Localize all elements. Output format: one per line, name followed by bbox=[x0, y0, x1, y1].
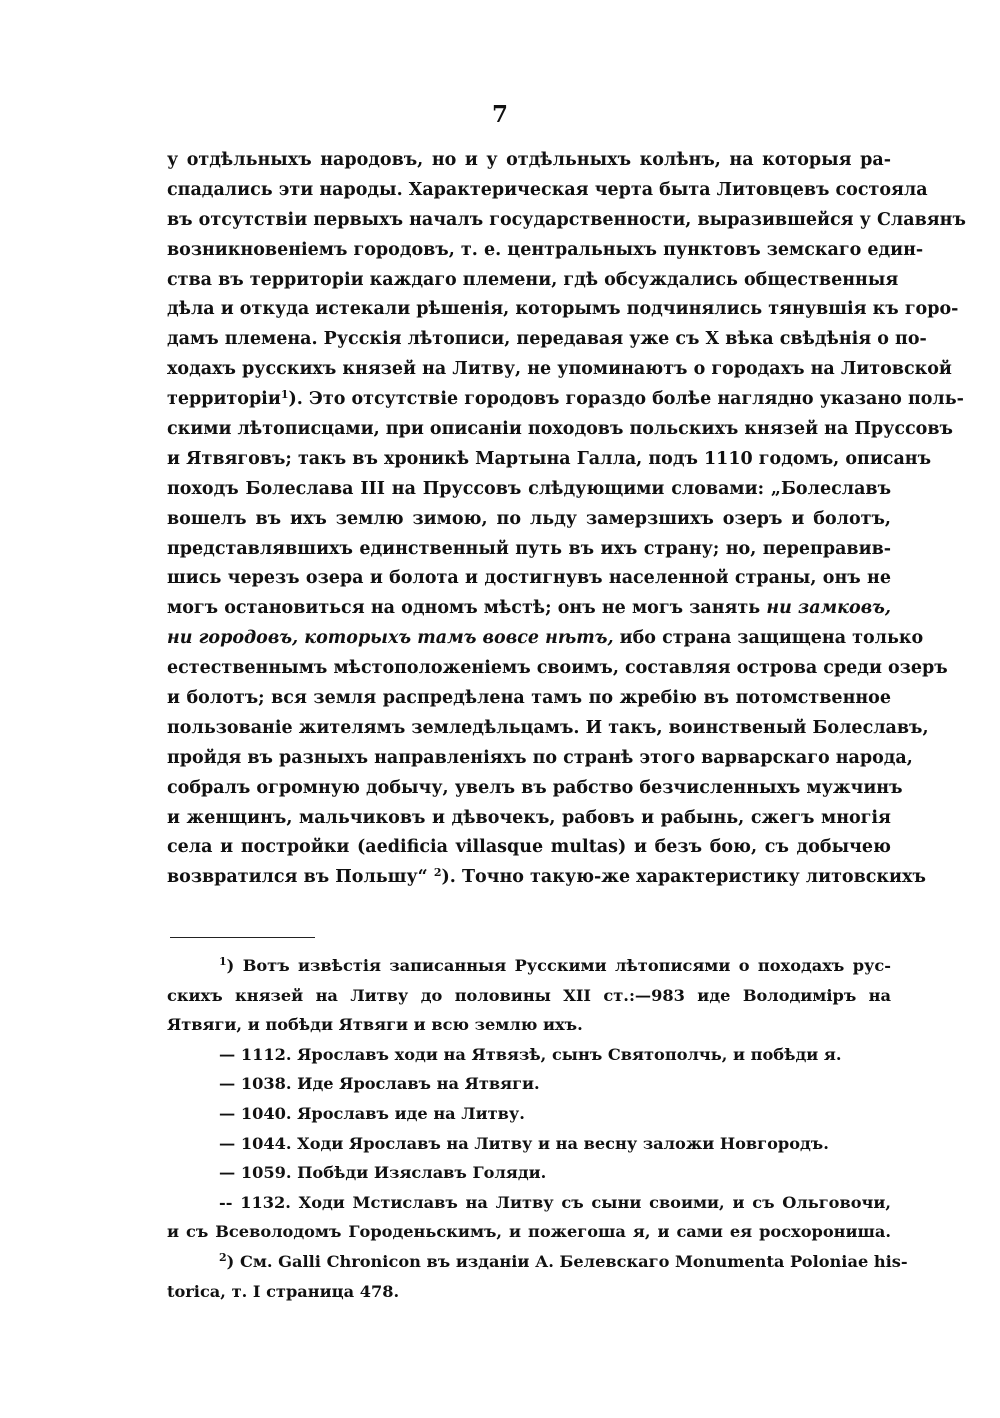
footnote-line: — 1059. Побѣди Изяславъ Голяди. bbox=[219, 1163, 547, 1183]
body-line: и женщинъ, мальчиковъ и дѣвочекъ, рабовъ и рабынь, сжегъ многія bbox=[167, 807, 891, 828]
footnote-line: — 1044. Ходи Ярославъ на Литву и на весну заложи Новгородъ. bbox=[219, 1133, 829, 1153]
body-line: села и постройки (aedificia villasque multas) и безъ бою, съ добычею bbox=[167, 837, 891, 858]
text-run: возвратился въ Польшу“ bbox=[167, 867, 434, 888]
footnotes bbox=[167, 951, 908, 1306]
italic-text-run: ни городовъ, которыхъ тамъ вовсе нѣтъ, bbox=[167, 628, 614, 649]
text-run: территоріи bbox=[167, 389, 281, 410]
footnote-line: — 1040. Ярославъ иде на Литву. bbox=[219, 1103, 525, 1123]
body-line: спадались эти народы. Характерическая черта быта Литовцевъ состояла bbox=[167, 179, 928, 200]
footnote-line bbox=[167, 1010, 891, 1040]
body-line: въ отсутствіи первыхъ началъ государственности, выразившейся у Славянъ bbox=[167, 209, 966, 230]
body-text bbox=[167, 146, 966, 893]
footnote-number: 1 bbox=[219, 955, 227, 968]
footnote-text: скихъ князей на Литву до половины XII ст.:—983 иде Володиміръ на bbox=[167, 985, 891, 1005]
body-line: и Ятвяговъ; такъ въ хроникѣ Мартына Галла, подъ 1110 годомъ, описанъ bbox=[167, 448, 932, 469]
text-run: ибо страна защищена только bbox=[613, 628, 924, 649]
body-line: собралъ огромную добычу, увелъ въ рабство безчисленныхъ мужчинъ bbox=[167, 777, 903, 798]
body-line: дѣла и откуда истекали рѣшенія, которымъ подчинялись тянувшія къ горо- bbox=[167, 299, 959, 320]
footnote-text: Ятвяги, и побѣди Ятвяги и всю землю ихъ. bbox=[167, 1015, 583, 1035]
body-line: ства въ территоріи каждаго племени, гдѣ обсуждались общественныя bbox=[167, 269, 899, 290]
body-line: вошелъ въ ихъ землю зимою, по льду замерзшихъ озеръ и болотъ, bbox=[167, 508, 891, 529]
footnote-line bbox=[167, 1247, 908, 1277]
body-line: представлявшихъ единственный путь въ ихъ страну; но, переправив- bbox=[167, 538, 891, 559]
body-line: скими лѣтописцами, при описаніи походовъ польскихъ князей на Пруссовъ bbox=[167, 419, 953, 440]
body-line: пользованіе жителямъ земледѣльцамъ. И такъ, воинственый Болеславъ, bbox=[167, 717, 929, 738]
footnote-line: -- 1132. Ходи Мстиславъ на Литву съ сыни своими, и съ Ольговочи, bbox=[219, 1192, 891, 1212]
text-run: ). Это отсутствіе городовъ гораздо болѣе наглядно указано поль- bbox=[288, 389, 964, 410]
body-line: естественнымъ мѣстоположеніемъ своимъ, составляя острова среди озеръ bbox=[167, 658, 948, 679]
body-line: у отдѣльныхъ народовъ, но и у отдѣльныхъ колѣнъ, на которыя ра- bbox=[167, 150, 891, 170]
footnote-line: — 1112. Ярославъ ходи на Ятвязѣ, сынъ Святополчь, и побѣди я. bbox=[219, 1044, 842, 1064]
body-line: пройдя въ разныхъ направленіяхъ по странѣ этого варварскаго народа, bbox=[167, 747, 913, 768]
body-line bbox=[167, 385, 964, 415]
footnote-marker: 2 bbox=[433, 866, 442, 880]
page-number: 7 bbox=[491, 101, 508, 128]
body-line bbox=[167, 624, 924, 654]
italic-text-run: ни замковъ, bbox=[766, 598, 891, 619]
body-line: ходахъ русскихъ князей на Литву, не упоминаютъ о городахъ на Литовской bbox=[167, 359, 952, 380]
body-line: возникновеніемъ городовъ, т. е. центральныхъ пунктовъ земскаго един- bbox=[167, 239, 924, 260]
body-line: и болотъ; вся земля распредѣлена тамъ по жребію въ потомственное bbox=[167, 688, 891, 709]
footnote-divider bbox=[170, 937, 315, 938]
footnote-text: ) См. Galli Chronicon въ изданіи А. Белевскаго Monumenta Poloniae his- bbox=[226, 1251, 908, 1271]
footnote-line bbox=[167, 981, 891, 1011]
footnote-text: torica, т. I страница 478. bbox=[167, 1281, 400, 1301]
body-line: дамъ племена. Русскія лѣтописи, передавая уже съ X вѣка свѣдѣнія о по- bbox=[167, 329, 927, 350]
text-run: могъ остановиться на одномъ мѣстѣ; онъ не могъ занять bbox=[167, 598, 767, 619]
footnote-line bbox=[167, 951, 891, 981]
body-line: походъ Болеслава III на Пруссовъ слѣдующими словами: „Болеславъ bbox=[167, 478, 891, 499]
footnote-text: ) Вотъ извѣстія записанныя Русскими лѣтописями о походахъ рус- bbox=[226, 956, 891, 975]
footnote-line: и съ Всеволодомъ Городеньскимъ, и пожегоша я, и сами ея росхорониша. bbox=[167, 1222, 891, 1242]
footnote-marker: 1 bbox=[280, 388, 289, 402]
footnote-number: 2 bbox=[219, 1250, 227, 1264]
footnote-line bbox=[167, 1277, 891, 1307]
footnote-line: — 1038. Иде Ярославъ на Ятвяги. bbox=[219, 1074, 540, 1094]
body-line bbox=[167, 594, 891, 624]
body-line: шись черезъ озера и болота и достигнувъ населенной страны, онъ не bbox=[167, 568, 891, 589]
text-run: ). Точно такую-же характеристику литовскихъ bbox=[441, 867, 926, 888]
body-line bbox=[167, 863, 926, 893]
